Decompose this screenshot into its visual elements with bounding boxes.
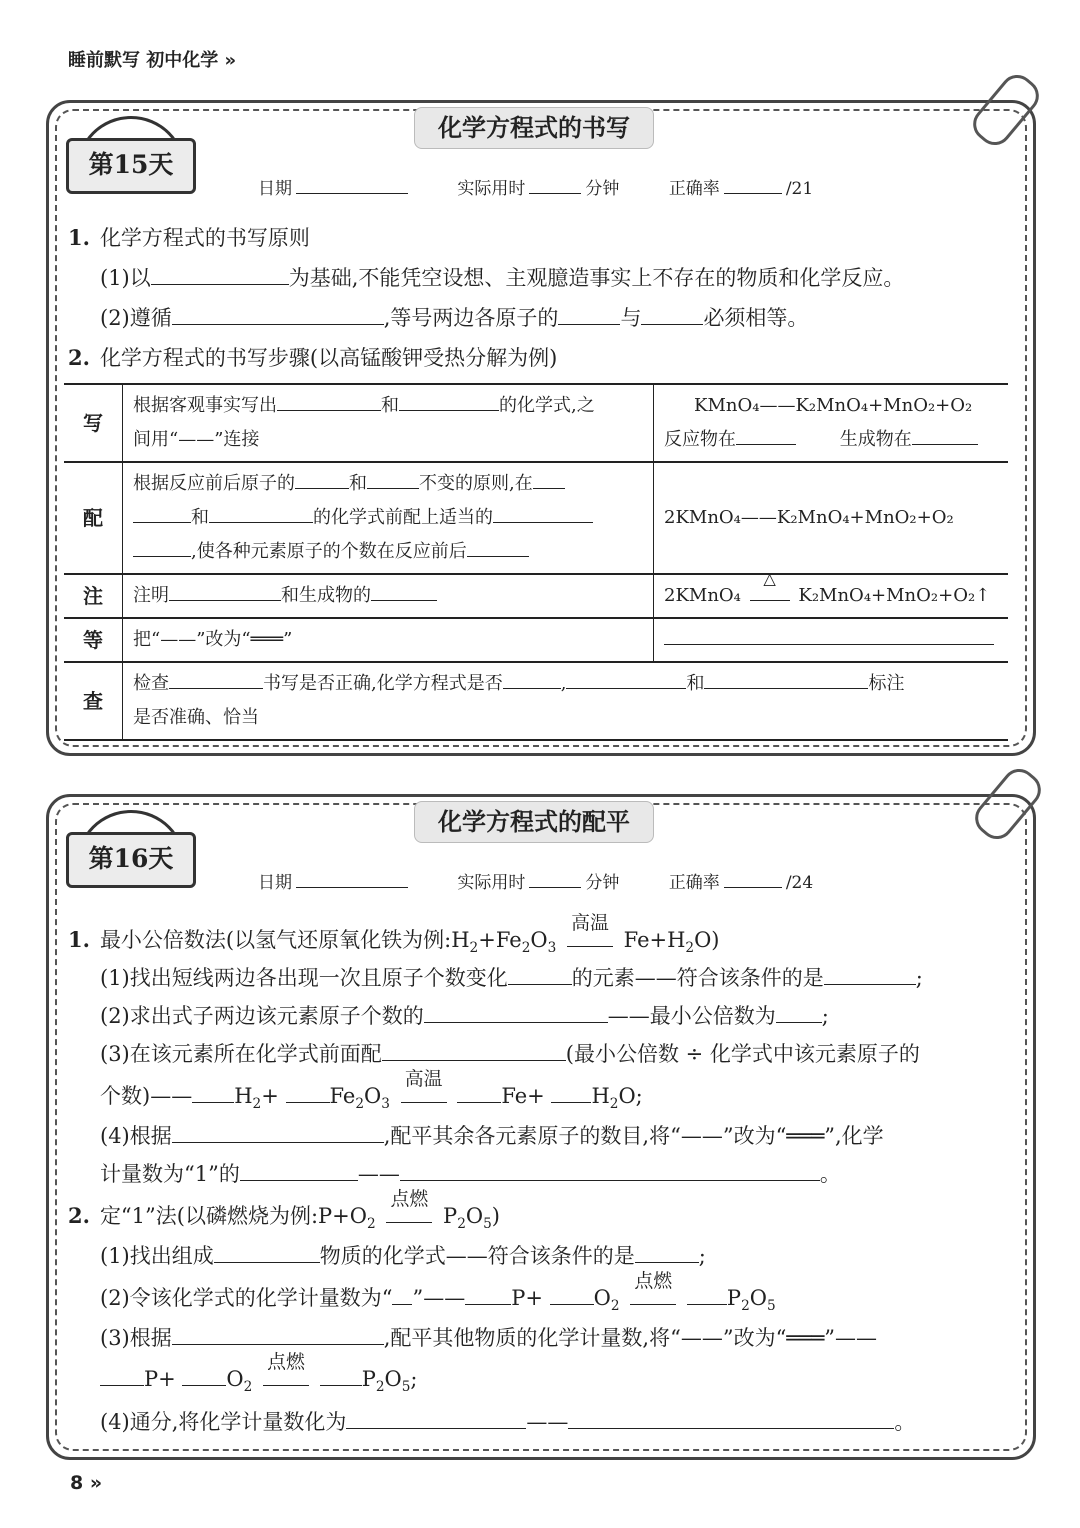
- page-number: 8 »: [70, 1472, 103, 1494]
- day15-q1-1: (1)以 为基础,不能凭空设想、主观臆造事实上不存在的物质和化学反应。: [100, 262, 904, 292]
- day16-q1-3b: 个数)—— $H_2+ Fe_2O_3$ 高温 $Fe+ H_2O$;: [100, 1068, 643, 1113]
- day16-q1-4: (4)根据 ,配平其余各元素原子的数目,将“——”改为“═══”,化学: [100, 1120, 884, 1150]
- time-field[interactable]: [529, 176, 581, 194]
- accuracy-field[interactable]: [724, 176, 782, 194]
- day16-badge: 第16天: [66, 832, 196, 888]
- day16-q2-3b: $P+ O_2$ 点燃 $P_2O_5$;: [100, 1364, 418, 1395]
- day16-meta: 日期 实际用时 分钟 正确率 /24: [258, 868, 817, 893]
- steps-table: [64, 383, 1008, 741]
- day16-q1-2: (2)求出式子两边该元素原子个数的 ——最小公倍数为 ;: [100, 1000, 829, 1030]
- table-row: 等 把“——”改为“═══”: [64, 618, 1008, 662]
- day16-q1-3: (3)在该元素所在化学式前面配 (最小公倍数 ÷ 化学式中该元素原子的: [100, 1038, 920, 1068]
- page-header: 睡前默写 初中化学 »: [68, 50, 237, 71]
- day15-badge: 第15天: [66, 138, 196, 194]
- table-row: 注 注明 和生成物的 2KMnO₄ △ K₂MnO₄+MnO₂+O₂↑: [64, 574, 1008, 618]
- day15-meta: 日期 实际用时 分钟 正确率 /21: [258, 174, 817, 199]
- day15-q2-title: 2. 化学方程式的书写步骤(以高锰酸钾受热分解为例): [68, 345, 558, 370]
- day16-q2-title: 2. 定“1”法(以磷燃烧为例$:P+O_2$ 点燃 $P_2O_5$): [68, 1188, 500, 1233]
- day16-q1-4b: 计量数为“1”的 —— 。: [100, 1158, 841, 1188]
- day16-q2-2: (2)令该化学式的化学计量数为“ ”—— $P+ O_2$ 点燃 $P_2O_5$: [100, 1270, 776, 1315]
- table-row: 配 根据反应前后原子的 和 不变的原则,在 和 的化学式前配上适当的 ,使各种元素原子的个数在反应前后 2KMnO₄——K₂MnO₄+MnO₂+O₂: [64, 462, 1008, 574]
- day15-title: 化学方程式的书写: [414, 107, 654, 149]
- day16-title: 化学方程式的配平: [414, 801, 654, 843]
- day16-q1-1: (1)找出短线两边各出现一次且原子个数变化 的元素——符合该条件的是 ;: [100, 962, 923, 992]
- day16-q2-4: (4)通分,将化学计量数化为 —— 。: [100, 1406, 915, 1436]
- day16-q1-title: 1. 最小公倍数法(以氢气还原氧化铁为例$:H_2+Fe_2O_3$ 高温 $Fe+H_2O$): [68, 912, 720, 957]
- day15-q1-2: (2)遵循 ,等号两边各原子的 与 必须相等。: [100, 302, 808, 332]
- day16-q2-1: (1)找出组成 物质的化学式——符合该条件的是 ;: [100, 1240, 706, 1270]
- table-row: 写 根据客观事实写出 和 的化学式,之 间用“——”连接 KMnO₄——K₂MnO₄+MnO₂+O₂ 反应物在 生成物在: [64, 384, 1008, 462]
- day16-q2-3: (3)根据 ,配平其他物质的化学计量数,将“——”改为“═══”——: [100, 1322, 877, 1352]
- day15-q1-title: 1. 化学方程式的书写原则: [68, 225, 310, 250]
- table-row: 查 检查 书写是否正确,化学方程式是否 , 和 标注 是否准确、恰当: [64, 662, 1008, 740]
- date-field[interactable]: [296, 176, 408, 194]
